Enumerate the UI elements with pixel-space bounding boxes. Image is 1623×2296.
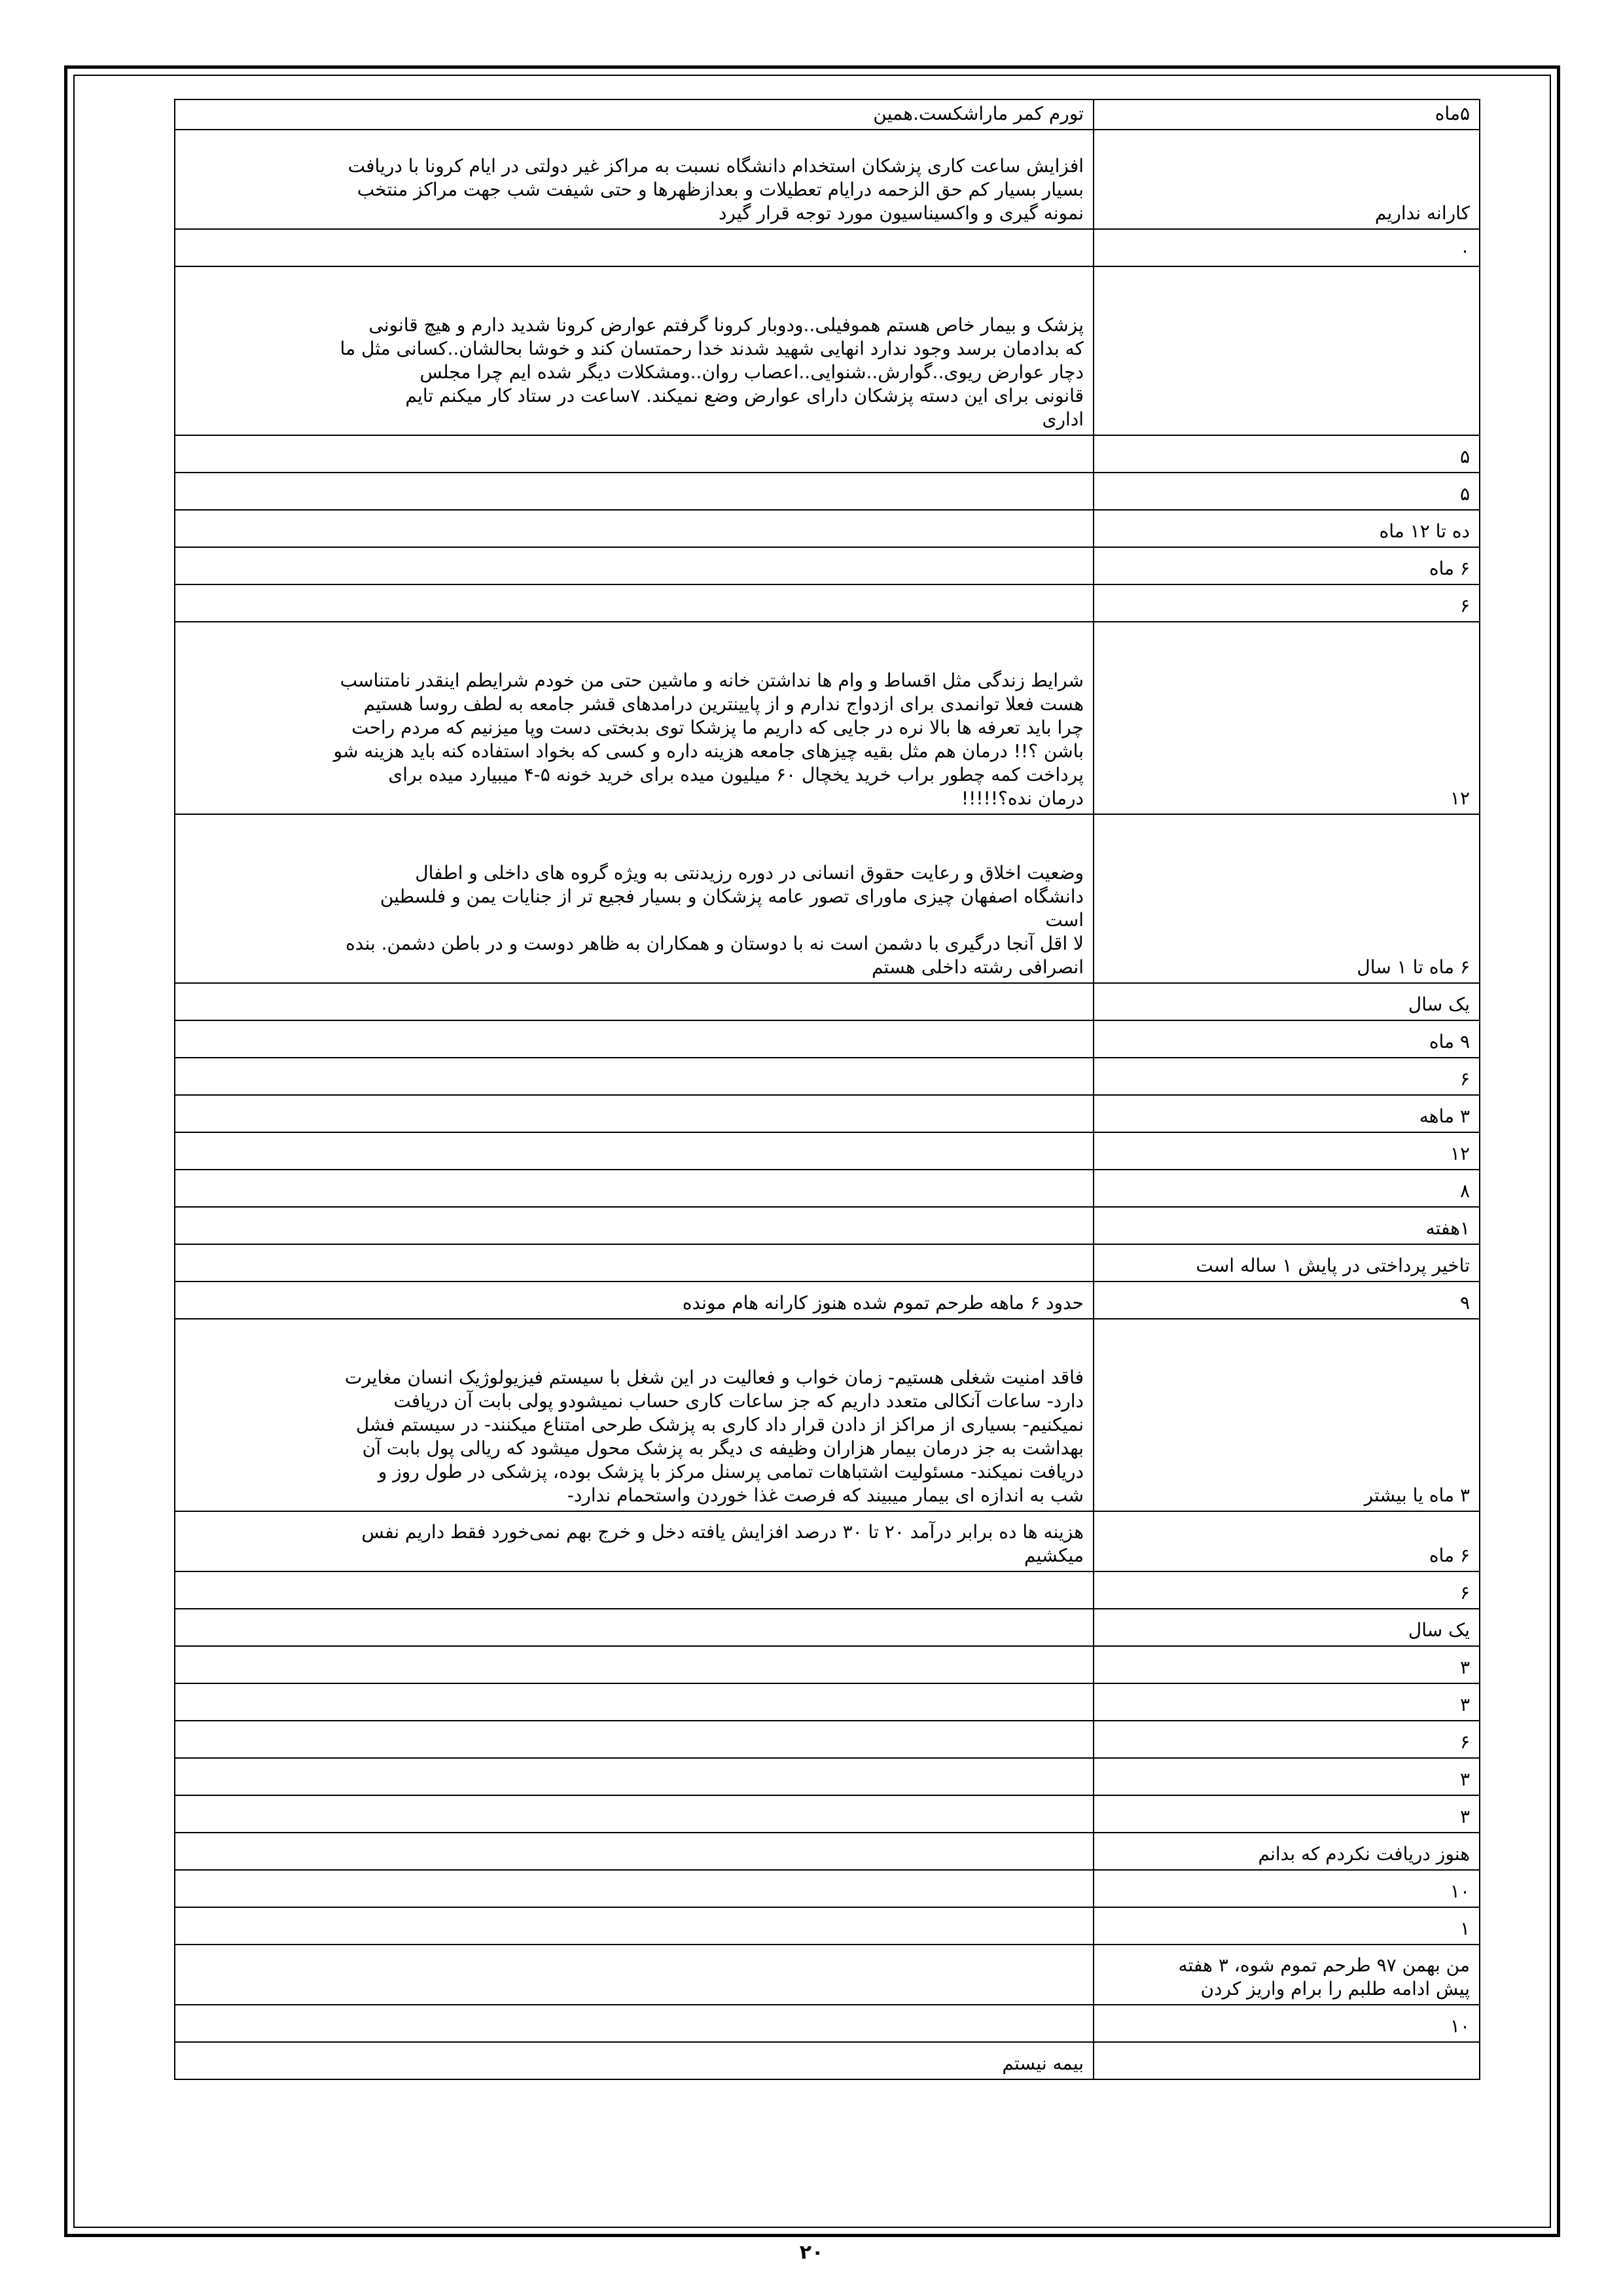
comment-cell [175,1571,1094,1609]
duration-cell [1094,510,1480,547]
duration-cell [1094,622,1480,814]
duration-text: ده تا ۱۲ ماه [1379,520,1470,542]
duration-cell [1094,2005,1480,2042]
duration-text: ۶ [1459,1068,1470,1090]
duration-text: ۱۰ [1450,1880,1470,1902]
duration-text: ۸ [1459,1180,1470,1202]
duration-cell [1094,1870,1480,1907]
responses-table [174,99,1480,2080]
comment-cell [175,1870,1094,1907]
comment-cell [175,130,1094,229]
duration-cell [1094,1683,1480,1721]
comment-cell [175,99,1094,130]
table-row [175,1207,1480,1244]
comment-text: فاقد امنیت شغلی هستیم- زمان خواب و فعالیت در این شغل با سیستم فیزیولوژیک انسان مغایرت دارد- ساعات آنکالی متعدد داریم که جز ساعات کاری حساب نمیشودو پولی بابت آن دریافت نمیکنیم- بسیاری از مراکز از دادن قرار داد کاری به پزشک طرحی امتناع میکنند- در سیستم فشل بهداشت به جز درمان بیمار هزاران وظیفه ی دیگر به پزشک محول میشود که ریالی پول بابت آن دریافت نمیکند- مسئولیت اشتباهات تمامی پرسنل مرکز با پزشک بوده، پزشکی در طول روز و شب به اندازه ای بیمار میبیند که فرصت غذا خوردن واستحمام ندارد- [344,1367,1084,1506]
table-row [175,1907,1480,1945]
duration-text: ۶ [1459,595,1470,617]
duration-cell [1094,2042,1480,2079]
table-row [175,1511,1480,1571]
table-row [175,1721,1480,1758]
duration-cell [1094,584,1480,622]
duration-text: هنوز دریافت نکردم که بدانم [1258,1843,1470,1865]
comment-cell [175,1721,1094,1758]
duration-text: کارانه نداریم [1374,202,1470,224]
duration-text: ۳ [1459,1806,1470,1827]
duration-cell [1094,266,1480,435]
comment-cell [175,1058,1094,1095]
duration-cell [1094,1319,1480,1511]
comment-cell [175,1833,1094,1870]
comment-cell [175,1511,1094,1571]
duration-text: ۹ [1459,1292,1470,1314]
duration-cell [1094,547,1480,584]
duration-cell [1094,1833,1480,1870]
duration-cell [1094,435,1480,473]
comment-text: افزایش ساعت کاری پزشکان استخدام دانشگاه نسبت به مراکز غیر دولتی در ایام کرونا با دریافت بسیار بسیار کم حق الزحمه درایام تعطیلات و بعدازظهرها و حتی شیفت شب جهت مراکز منتخب نمونه گیری و واکسیناسیون مورد توجه قرار گیرد [348,155,1084,224]
duration-cell [1094,1244,1480,1282]
table-row [175,1132,1480,1170]
duration-cell [1094,1907,1480,1945]
comment-cell [175,1945,1094,2005]
table-row [175,1683,1480,1721]
table-row [175,1609,1480,1646]
duration-text: ۱۰ [1450,2015,1470,2037]
duration-text: ۶ ماه تا ۱ سال [1357,956,1470,978]
duration-cell [1094,1945,1480,2005]
table-row [175,622,1480,814]
comment-text: بیمه نیستم [1002,2053,1084,2074]
duration-text: ۱۲ [1450,787,1470,809]
comment-cell [175,814,1094,983]
duration-text: یک سال [1408,1619,1470,1641]
duration-cell [1094,1058,1480,1095]
comment-cell [175,1609,1094,1646]
duration-cell [1094,1646,1480,1683]
duration-cell [1094,130,1480,229]
table-row [175,1758,1480,1795]
table-row [175,473,1480,510]
duration-text: ۳ ماه یا بیشتر [1364,1484,1470,1506]
duration-text: من بهمن ۹۷ طرحم تموم شوه، ۳ هفته پیش ادامه طلبم را برام واریز کردن [1178,1954,1470,2000]
table-row [175,510,1480,547]
duration-text: ۵ [1459,446,1470,467]
table-row [175,1571,1480,1609]
duration-text: ۹ ماه [1429,1031,1470,1052]
table-row [175,266,1480,435]
comment-cell [175,2005,1094,2042]
duration-text: ۶ ماه [1429,1545,1470,1566]
table-row [175,1170,1480,1207]
comment-cell [175,1319,1094,1511]
duration-cell [1094,983,1480,1020]
comment-cell [175,1646,1094,1683]
table-row [175,1833,1480,1870]
table-row [175,1870,1480,1907]
comment-cell [175,435,1094,473]
comment-cell [175,622,1094,814]
table-row [175,1319,1480,1511]
table-row [175,1795,1480,1833]
table-row [175,2042,1480,2079]
comment-cell [175,1907,1094,1945]
table-row [175,1095,1480,1132]
table-row [175,2005,1480,2042]
duration-cell [1094,229,1480,266]
comment-cell [175,1795,1094,1833]
page-number: ۲۰ [799,2241,824,2264]
comment-text: شرایط زندگی مثل اقساط و وام ها نداشتن خانه و ماشین حتی من خودم شرایطم اینقدر نامتناسب هست فعلا توانمدی برای ازدواج ندارم و از پایینترین درامدهای قشر جامعه به لطف روسا هستیم چرا باید تعرفه ها بالا نره در جایی که داریم ما پزشکا توی بدبختی دست وپا میزنیم که مردم راحت باشن ؟!! درمان هم مثل بقیه چیزهای جامعه هزینه داره و کسی که بخواد استفاده کنه باید هزینه شو پرداخت کمه چطور براب خرید یخچال ۶۰ میلیون میده برای خرید خونه ۵-۴ میبیارد میده برای درمان نده؟!!!!! [333,670,1084,809]
comment-cell [175,473,1094,510]
comment-cell [175,266,1094,435]
table-row [175,1244,1480,1282]
table-row [175,229,1480,266]
table-row [175,814,1480,983]
duration-text: ۳ [1459,1768,1470,1790]
duration-cell [1094,1132,1480,1170]
comment-cell [175,983,1094,1020]
duration-text: ۱۲ [1450,1143,1470,1164]
comment-cell [175,1132,1094,1170]
table-row [175,435,1480,473]
duration-cell [1094,1095,1480,1132]
duration-text: تاخیر پرداختی در پایش ۱ ساله است [1196,1255,1470,1276]
duration-cell [1094,1207,1480,1244]
table-row [175,547,1480,584]
duration-cell [1094,1571,1480,1609]
duration-text: ۳ [1459,1694,1470,1715]
duration-text: ۱هفته [1425,1217,1470,1239]
duration-text: ۰ [1459,240,1470,261]
comment-text: وضعیت اخلاق و رعایت حقوق انسانی در دوره رزیدنتی به ویژه گروه های داخلی و اطفال دانشگاه اصفهان چیزی ماورای تصور عامه پزشکان و بسیار فجیع تر از جنایات یمن و فلسطین است لا اقل آنجا درگیری با دشمن است نه با دوستان و همکاران به ظاهر دوست و در باطن دشمن. بنده انصرافی رشته داخلی هستم [346,862,1084,978]
duration-cell [1094,1721,1480,1758]
table-row [175,1058,1480,1095]
table-row [175,1646,1480,1683]
comment-cell [175,1170,1094,1207]
comment-cell [175,1282,1094,1319]
table-row [175,1020,1480,1058]
duration-text: یک سال [1408,994,1470,1015]
comment-text: هزینه ها ده برابر درآمد ۲۰ تا ۳۰ درصد افزایش یافته دخل و خرج بهم نمی‌خورد فقط داریم نفس میکشیم [361,1521,1084,1566]
duration-cell [1094,1020,1480,1058]
comment-cell [175,1244,1094,1282]
duration-text: ۱ [1459,1918,1470,1939]
duration-cell [1094,1282,1480,1319]
table-row [175,983,1480,1020]
duration-text: ۶ [1459,1582,1470,1604]
duration-cell [1094,1758,1480,1795]
duration-cell [1094,814,1480,983]
comment-text: تورم کمر ماراشکست.همین [873,103,1084,124]
table-row [175,584,1480,622]
comment-text: پزشک و بیمار خاص هستم هموفیلی..ودوبار کرونا گرفتم عوارض کرونا شدید دارم و هیچ قانونی که بدادمان برسد وجود ندارد انهایی شهید شدند خدا رحمتسان کند و خوشا بحالشان..کسانی مثل ما دچار عوارض ریوی..گوارش..شنوایی..اعصاب روان..ومشکلات دیگر شده ایم چرا مجلس قانونی برای این دسته پزشکان دارای عوارض وضع نمیکند. ۷ساعت در ستاد کار میکنم تایم اداری [340,314,1084,430]
duration-text: ۶ [1459,1731,1470,1753]
duration-text: ۶ ماه [1429,558,1470,579]
table-row [175,99,1480,130]
comment-cell [175,1758,1094,1795]
duration-cell [1094,473,1480,510]
comment-cell [175,584,1094,622]
table-row [175,1945,1480,2005]
table-row [175,130,1480,229]
comment-cell [175,1095,1094,1132]
comment-text: حدود ۶ ماهه طرحم تموم شده هنوز کارانه هام مونده [682,1292,1084,1314]
duration-cell [1094,1511,1480,1571]
comment-cell [175,2042,1094,2079]
duration-text: ۵ماه [1435,103,1470,124]
comment-cell [175,1020,1094,1058]
comment-cell [175,1207,1094,1244]
comment-cell [175,510,1094,547]
duration-cell [1094,1170,1480,1207]
duration-cell [1094,1609,1480,1646]
duration-text: ۳ ماهه [1419,1105,1470,1127]
comment-cell [175,1683,1094,1721]
table-row [175,1282,1480,1319]
duration-cell [1094,99,1480,130]
duration-text: ۵ [1459,483,1470,505]
duration-text: ۳ [1459,1657,1470,1678]
duration-cell [1094,1795,1480,1833]
comment-cell [175,229,1094,266]
comment-cell [175,547,1094,584]
